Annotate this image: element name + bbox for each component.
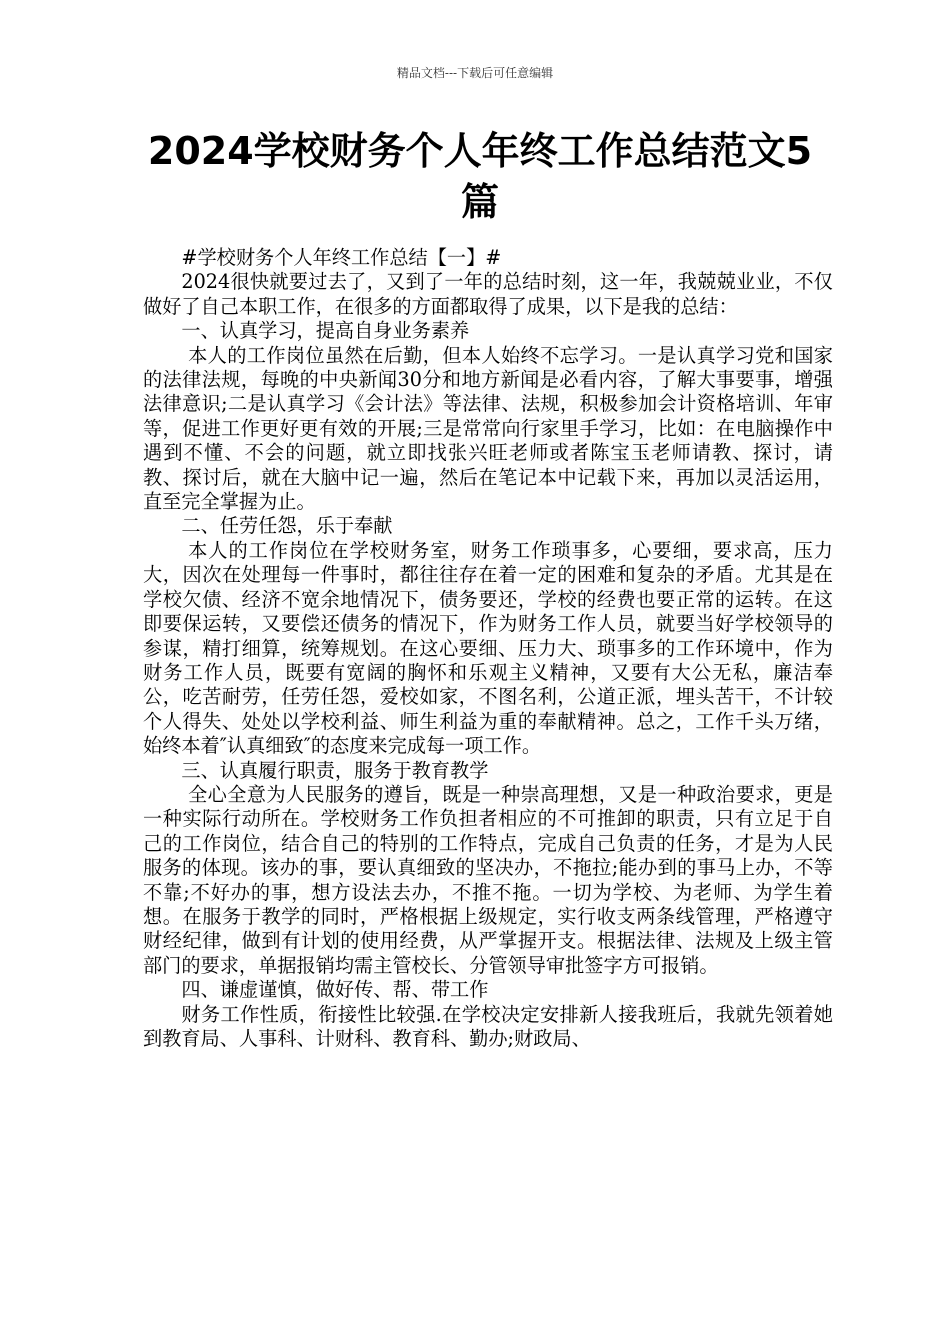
body-paragraph: 财务工作性质，衔接性比较强.在学校决定安排新人接我班后，我就先领着她到教育局、人事科、计财科、教育科、勤办;财政局、 [143,1002,833,1050]
body-paragraph: 本人的工作岗位在学校财务室，财务工作琐事多，心要细，要求高，压力大，因次在处理每一件事时，都往往存在着一定的困难和复杂的矛盾。尤其是在学校欠债、经济不宽余地情况下，债务要还，学校的经费也要正常的运转。在这即要保运转，又要偿还债务的情况下，作为财务工作人员，就要当好学校领导的参谋，精打细算，统筹规划。在这心要细、压力大、琐事多的工作环境中，作为财务工作人员，既要有宽阔的胸怀和乐观主义精神，又要有大公无私，廉洁奉公，吃苦耐劳，任劳任怨，爱校如家，不图名利，公道正派，埋头苦干，不计较个人得失、处处以学校利益、师生利益为重的奉献精神。总之，工作千头万绪，始终本着″认真细致″的态度来完成每一项工作。 [143,538,833,758]
section-heading: #学校财务个人年终工作总结【一】# [181,246,502,269]
section-heading: 四、谦虚谨慎，做好传、帮、带工作 [181,978,489,1002]
section-heading: 三、认真履行职责，服务于教育教学 [181,758,489,782]
body-paragraph: 本人的工作岗位虽然在后勤，但本人始终不忘学习。一是认真学习党和国家的法律法规，每晚的中央新闻30分和地方新闻是必看内容，了解大事要事，增强法律意识;二是认真学习《会计法》等法律、法规，积极参加会计资格培训、年审等，促进工作更好更有效的开展;三是常常向行家里手学习，比如：在电脑操作中遇到不懂、不会的问题，就立即找张兴旺老师或者陈宝玉老师请教、探讨，请教、探讨后，就在大脑中记一遍，然后在笔记本中记载下来，再加以灵活运用，直至完全掌握为止。 [143,343,833,514]
document-title: 2024学校财务个人年终工作总结范文5篇 [147,129,813,224]
document-body [143,246,833,1051]
body-paragraph: 2024很快就要过去了，又到了一年的总结时刻，这一年，我兢兢业业，不仅做好了自己本职工作，在很多的方面都取得了成果，以下是我的总结： [143,270,833,318]
section-heading: 一、认真学习，提高自身业务素养 [181,319,470,343]
section-heading: 二、任劳任怨，乐于奉献 [181,514,393,538]
header-note: 精品文档---下载后可任意编辑 [396,66,554,80]
body-paragraph: 全心全意为人民服务的遵旨，既是一种崇高理想，又是一种政治要求，更是一种实际行动所在。学校财务工作负担者相应的不可推卸的职责，只有立足于自己的工作岗位，结合自己的特别的工作特点，完成自己负责的任务，才是为人民服务的体现。该办的事，要认真细致的坚决办，不拖拉;能办到的事马上办，不等不靠;不好办的事，想方设法去办，不推不拖。一切为学校、为老师、为学生着想。在服务于教学的同时，严格根据上级规定，实行收支两条线管理，严格遵守财经纪律，做到有计划的使用经费，从严掌握开支。根据法律、法规及上级主管部门的要求，单据报销均需主管校长、分管领导审批签字方可报销。 [143,782,833,977]
